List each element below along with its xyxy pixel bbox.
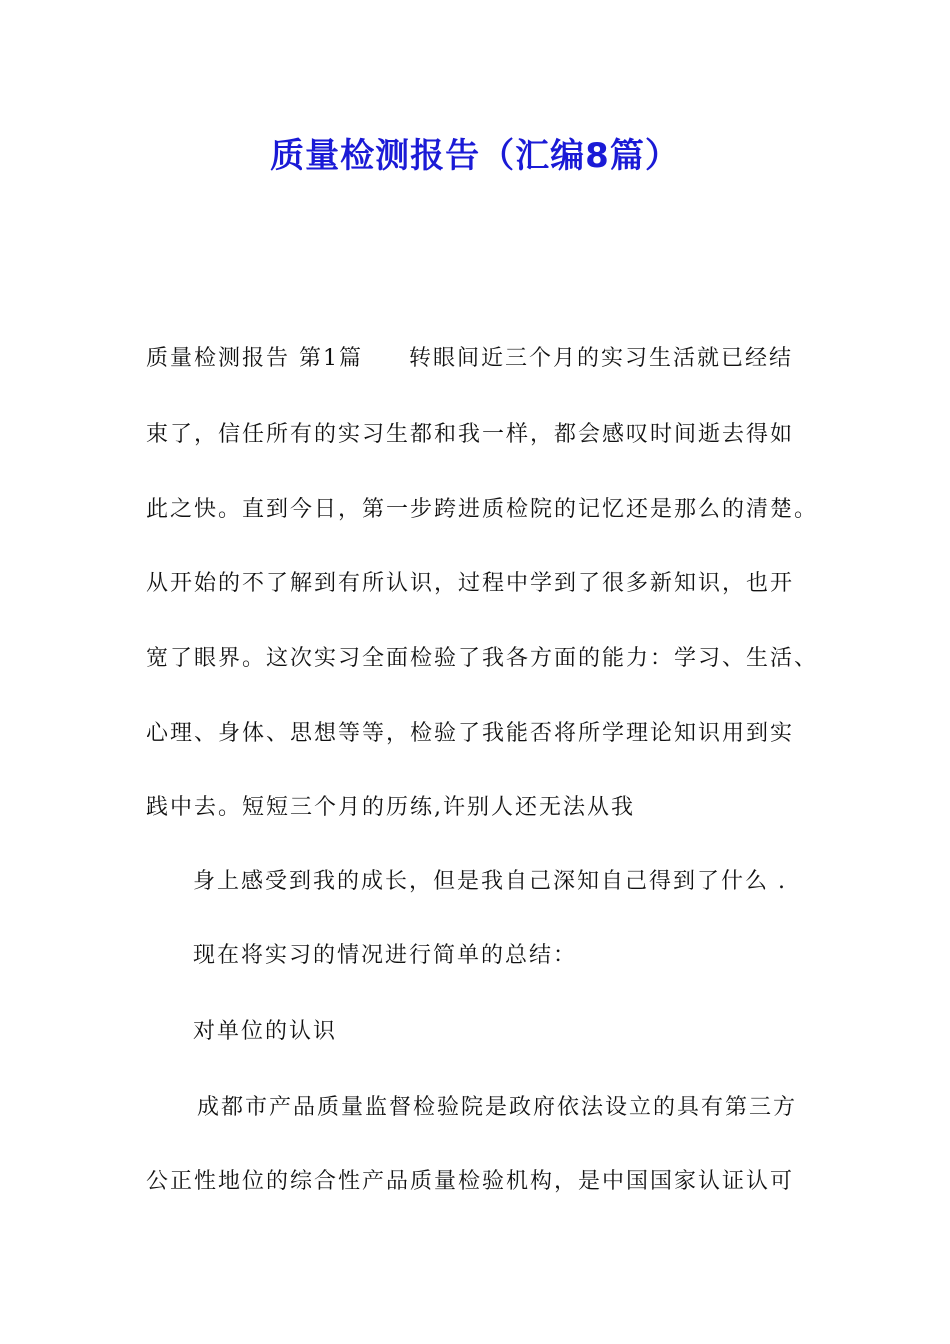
paragraph-line-5: 宽了眼界。这次实习全面检验了我各方面的能力：学习、生活、: [146, 646, 819, 671]
paragraph-line-7: 践中去。短短三个月的历练,许别人还无法从我: [146, 795, 635, 820]
section-heading: 质量检测报告 第1篇: [146, 346, 363, 371]
paragraph-line-8: 身上感受到我的成长，但是我自己深知自己得到了什么 .: [193, 869, 787, 894]
paragraph-line-3: 此之快。直到今日，第一步跨进质检院的记忆还是那么的清楚。: [146, 497, 819, 522]
paragraph-line-11: 成都市产品质量监督检验院是政府依法设立的具有第三方: [197, 1095, 798, 1120]
paragraph-text: 转眼间近三个月的实习生活就已经结: [409, 346, 794, 371]
document-title: 质量检测报告（汇编8篇）: [270, 136, 680, 176]
paragraph-line-12: 公正性地位的综合性产品质量检验机构，是中国国家认证认可: [146, 1169, 795, 1194]
paragraph-line-1: [146, 344, 793, 374]
paragraph-line-9: 现在将实习的情况进行简单的总结：: [193, 943, 578, 968]
paragraph-line-6: 心理、身体、思想等等，检验了我能否将所学理论知识用到实: [146, 721, 795, 746]
subheading-unit: 对单位的认识: [193, 1019, 338, 1044]
paragraph-line-4: 从开始的不了解到有所认识，过程中学到了很多新知识，也开: [146, 571, 795, 596]
paragraph-line-2: 束了，信任所有的实习生都和我一样，都会感叹时间逝去得如: [146, 422, 795, 447]
